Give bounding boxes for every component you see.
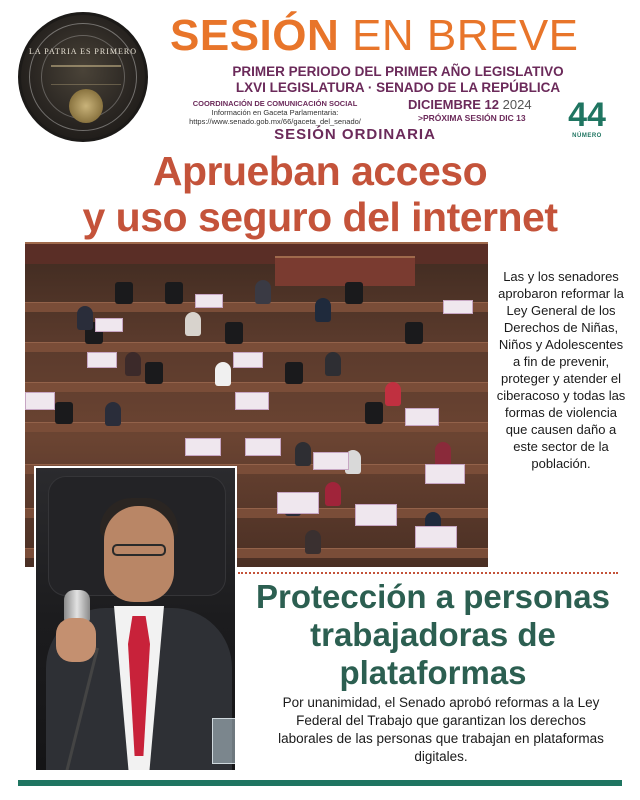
back-wall — [25, 242, 488, 264]
story1-body: Las y los senadores aprobaron reformar la Ley General de los Derechos de Niñas, Niños y Adolescentes a fin de prevenir, proteger y atender el ciberacoso y todas las formas de violencia que causen daño a este sector de la población. — [496, 269, 626, 471]
protest-sign — [95, 318, 123, 332]
hand — [56, 618, 96, 662]
senate-president-photo — [34, 466, 237, 772]
next-session: >PRÓXIMA SESIÓN DIC 13 — [418, 113, 526, 123]
seat — [405, 322, 423, 344]
senator — [385, 382, 401, 406]
senator — [255, 280, 271, 304]
senator — [315, 298, 331, 322]
protest-sign — [313, 452, 349, 470]
presidium — [275, 256, 415, 286]
protest-sign — [87, 352, 117, 368]
masthead — [170, 11, 630, 60]
dotted-divider — [238, 572, 618, 574]
senator — [215, 362, 231, 386]
issue-date-year: 2024 — [502, 97, 532, 112]
story2-headline-line3: plataformas — [339, 654, 527, 691]
issue-number-label: NÚMERO — [572, 133, 602, 139]
senator — [77, 306, 93, 330]
protest-sign — [185, 438, 221, 456]
session-type: SESIÓN ORDINARIA — [274, 126, 436, 143]
senator — [295, 442, 311, 466]
seat — [345, 282, 363, 304]
seat — [225, 322, 243, 344]
issue-date-day: DICIEMBRE 12 — [408, 97, 500, 112]
protest-sign — [233, 352, 263, 368]
legislature-subtitle: LXVI LEGISLATURA · SENADO DE LA REPÚBLICA — [235, 80, 561, 95]
issue-number: 44 — [568, 96, 606, 134]
seat — [165, 282, 183, 304]
protest-sign — [355, 504, 397, 526]
protest-sign — [245, 438, 281, 456]
story2-headline — [246, 578, 620, 692]
seat — [365, 402, 383, 424]
period-subtitle: PRIMER PERIODO DEL PRIMER AÑO LEGISLATIVO — [232, 64, 564, 79]
bottom-bar — [18, 780, 622, 786]
masthead-title — [170, 11, 630, 60]
coordination-name: COORDINACIÓN DE COMUNICACIÓN SOCIAL — [192, 99, 358, 108]
gazette-label: Información en Gaceta Parlamentaria: — [211, 108, 339, 117]
senator — [305, 530, 321, 554]
senator — [325, 482, 341, 506]
senator — [105, 402, 121, 426]
senator — [185, 312, 201, 336]
senator — [435, 442, 451, 466]
protest-sign — [415, 526, 457, 548]
water-glass — [212, 718, 236, 764]
protest-sign — [277, 492, 319, 514]
story1-headline-line2: y uso seguro del internet — [82, 194, 558, 240]
story2-headline-line2: trabajadoras de — [310, 616, 556, 653]
glasses — [112, 544, 166, 556]
logo-chamber-decoration — [51, 65, 121, 85]
senator — [125, 352, 141, 376]
story2-headline-line1: Protección a personas — [256, 578, 610, 615]
protest-sign — [443, 300, 473, 314]
story1-headline — [20, 148, 620, 240]
story1-headline-line1: Aprueban acceso — [152, 148, 488, 194]
senator — [325, 352, 341, 376]
bench-row — [25, 382, 488, 392]
story2-body: Por unanimidad, el Senado aprobó reformas a la Ley Federal del Trabajo que garantizan los derechos laborales de las personas que trabajan en plataformas digitales. — [278, 695, 604, 764]
seat — [285, 362, 303, 384]
protest-sign — [405, 408, 439, 426]
protest-sign — [235, 392, 269, 410]
national-seal-icon — [69, 89, 103, 123]
masthead-title-bold: SESIÓN — [170, 11, 340, 60]
coordination-info — [180, 99, 370, 126]
protest-sign — [195, 294, 223, 308]
gazette-url[interactable]: https://www.senado.gob.mx/66/gaceta_del_senado/ — [189, 117, 361, 126]
senate-logo — [18, 12, 148, 142]
protest-sign — [425, 464, 465, 484]
issue-date — [408, 97, 532, 112]
logo-motto: LA PATRIA ES PRIMERO — [29, 47, 137, 56]
seat — [145, 362, 163, 384]
seat — [55, 402, 73, 424]
protest-sign — [25, 392, 55, 410]
seat — [115, 282, 133, 304]
masthead-title-light: EN BREVE — [352, 11, 579, 60]
